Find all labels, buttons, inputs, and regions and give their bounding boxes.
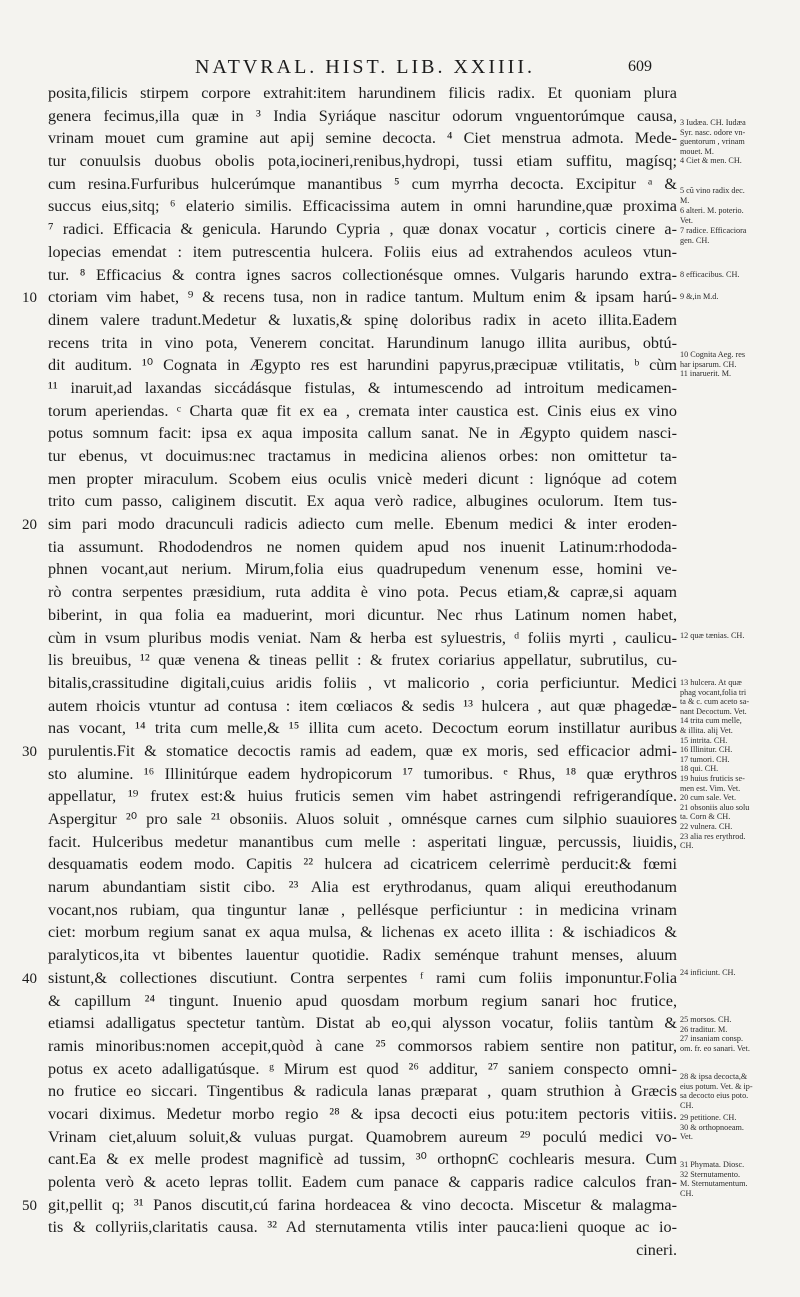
line-number: 40: [22, 970, 37, 987]
line-text: vocari diximus. Medetur morbo regio ²⁸ & ipsa decocti eius potu:item pectoris vitiis.: [48, 1104, 677, 1123]
text-line: [22, 1171, 677, 1194]
line-text: paralyticos,ita vt bibentes lauentur quotidie. Radix seménque trahunt menses, aluum: [48, 946, 677, 965]
text-line: [22, 490, 677, 513]
text-line: [22, 127, 677, 150]
marginal-notes-column: [680, 0, 798, 1297]
margin-note: 8 efficacibus. CH.: [680, 270, 740, 279]
line-text: rò contra serpentes præsidium, ruta addita è vino pota. Pecus etiam,& capræ,si aquam: [48, 583, 677, 602]
text-line: [22, 82, 677, 105]
text-line: [22, 1148, 677, 1171]
line-number: 50: [22, 1197, 37, 1214]
margin-note: 3 Iudæa. CH. Iudæa Syr. nasc. odore vn- guentorum , vrinam mouet. M.: [680, 118, 746, 156]
line-text: purulentis.Fit & stomatice decoctis ramis ad eadem, quæ ex moris, sed efficacior admi-: [48, 741, 677, 760]
margin-note: 31 Phymata. Diosc. 32 Sternutamento. M. Sternutamentum. CH.: [680, 1160, 748, 1198]
line-number: 10: [22, 290, 37, 307]
line-text: appellatur, ¹⁹ frutex est:& huius fruticis semen vim habet astringendi refrigerandíque.: [48, 787, 677, 806]
line-text: vocant,nos rubiam, qua tinguntur lanæ , pellésque perficiuntur : in medicina vrinam: [48, 900, 677, 919]
line-text: tur ebenus, vt docuimus:nec tractamus in medicina alienos orbes: non omittetur ta-: [48, 447, 677, 465]
text-line: [22, 1103, 677, 1126]
text-line: [22, 445, 677, 468]
text-line: [22, 286, 677, 309]
line-text: lis breuibus, ¹² quæ venena & tineas pellit : & frutex coriarius appellatur, subrutilus, cu-: [48, 651, 677, 670]
line-text: autem rhoicis vtuntur ad contusa : item cœliacos & sedis ¹³ hulcera , aut quæ phagedæ-: [48, 696, 677, 715]
text-line: [22, 513, 677, 536]
line-text: tur conuulsis duobus obolis pota,iocineri,renibus,hydropi, tussi etiam suffitu, magísq;: [48, 152, 677, 171]
line-text: cineri.: [636, 1241, 677, 1260]
line-text: ⁷ radici. Efficacia & genicula. Harundo Cypria , quæ donax vocatur , corticis cinere a-: [48, 220, 677, 239]
line-number: 30: [22, 743, 37, 760]
text-line: [22, 740, 677, 763]
text-line: [22, 1216, 677, 1239]
line-text: Aspergitur ²⁰ pro sale ²¹ obsoniis. Aluos soluit , omnésque carnes cum silphio suauiores: [48, 810, 677, 828]
text-line: [22, 990, 677, 1013]
margin-note: 4 Ciet & men. CH.: [680, 156, 742, 165]
line-text: Vrinam ciet,aluum soluit,& vuluas purgat. Quamobrem aureum ²⁹ poculú medici vo-: [48, 1127, 677, 1146]
line-text: bitalis,crassitudine digitali,cuius aridis foliis , vt malicorio , coria perficiuntur. Medici: [48, 673, 677, 692]
line-text: git,pellit q; ³¹ Panos discutit,cú farina hordeacea & vino decocta. Miscetur & malagma-: [48, 1195, 677, 1214]
text-line: [22, 921, 677, 944]
text-line: [22, 785, 677, 808]
text-line: [22, 967, 677, 990]
page-number: 609: [628, 58, 652, 75]
line-text: sistunt,& collectiones discutiunt. Contra serpentes ᶠ rami cum foliis imponuntur.Folia: [48, 968, 677, 987]
text-line: [22, 1012, 677, 1035]
line-text: lopecias emendat : item putrescentia hulcera. Foliis eius ad extrahendos aculeos vtun-: [48, 242, 677, 261]
line-text: phnen vocant,aut nerium. Mirum,folia eius quadrupedum venenum esse, homini ve-: [48, 560, 677, 579]
main-text-column: [22, 82, 677, 1262]
margin-note: 6 alteri. M. poterio. Vet.: [680, 206, 744, 225]
text-line: [22, 717, 677, 740]
text-line: [22, 1194, 677, 1217]
text-line: [22, 332, 677, 355]
text-line: [22, 377, 677, 400]
line-text: desquamatis eodem modo. Capitis ²² hulcera ad cicatricem celerrimè perducit:& fœmi: [48, 855, 677, 874]
text-line: [22, 468, 677, 491]
line-number: 20: [22, 517, 37, 534]
line-text: cum resina.Furfuribus hulcerúmque manantibus ⁵ cum myrrha decocta. Excipitur ᵃ &: [48, 174, 677, 193]
line-text: & capillum ²⁴ tingunt. Inuenio apud quosdam morbum regium sanari hoc frutice,: [48, 991, 677, 1010]
text-line: [22, 831, 677, 854]
text-line: [22, 1239, 677, 1262]
margin-note: 29 petitione. CH. 30 & orthopnoeam. Vet.: [680, 1113, 744, 1142]
text-line: [22, 627, 677, 650]
line-text: tis & collyriis,claritatis causa. ³² Ad sternutamenta vtilis inter pauca:lieni quoque ac io-: [48, 1218, 677, 1237]
line-text: tur. ⁸ Efficacius & contra ignes sacros collectionésque omnes. Vulgaris harundo extra-: [48, 265, 677, 284]
line-text: no frutice eo siccari. Tingentibus & radicula lanas præparat , quam struthion à Græcis: [48, 1082, 677, 1101]
margin-note: 12 quæ tænias. CH.: [680, 631, 745, 640]
line-text: ctoriam vim habet, ⁹ & recens tusa, non in radice tantum. Multum enim & ipsam harú-: [48, 288, 677, 307]
text-line: [22, 150, 677, 173]
line-text: sto alumine. ¹⁶ Illinitúrque eadem hydropicorum ¹⁷ tumoribus. ᵉ Rhus, ¹⁸ quæ erythros: [48, 764, 677, 783]
line-text: recens trita in vino pota, Venerem concitat. Harundinum lanugo illita auribus, obtú-: [48, 333, 677, 352]
line-text: facit. Hulceribus medetur manantibus cum melle : asperitati linguæ, percussis, liuidis,: [48, 832, 677, 851]
text-line: [22, 536, 677, 559]
text-line: [22, 1035, 677, 1058]
text-line: [22, 649, 677, 672]
line-text: ¹¹ inaruit,ad laxandas siccádásque fistulas, & intumescendo ad introitum medicamen-: [48, 378, 677, 397]
line-text: polenta verò & aceto lepras tollit. Eadem cum panace & capparis radice calculos fran-: [48, 1173, 677, 1191]
line-text: ciet: morbum regium sanat ex aqua mulsa, & lichenas ex aceto illita : & ischiadicos &: [48, 923, 677, 942]
line-text: trito cum passo, caliginem discutit. Ex aqua verò radice, albugines oculorum. Item tus-: [48, 492, 677, 511]
line-text: tia assumunt. Rhododendros ne nomen quidem apud nos inuenit Latinum:rhododa-: [48, 537, 677, 556]
line-text: posita,filicis stirpem corpore extrahit:item harundinem filicis radix. Et quoniam plura: [48, 84, 677, 102]
text-line: [22, 354, 677, 377]
text-line: [22, 604, 677, 627]
text-line: [22, 763, 677, 786]
text-line: [22, 1080, 677, 1103]
text-line: [22, 1058, 677, 1081]
text-line: [22, 1126, 677, 1149]
line-text: torum aperiendas. ᶜ Charta quæ fit ex ea , cremata inter caustica est. Cinis eius ex vino: [48, 401, 677, 420]
line-text: potus somnum facit: ipsa ex aqua imposita callum sanat. Ne in Ægypto quidem nasci-: [48, 424, 677, 443]
margin-note: 7 radice. Efficaciora gen. CH.: [680, 226, 747, 245]
line-text: narum abundantiam sistit cibo. ²³ Alia est erythrodanus, quam aliqui ereuthodanum: [48, 878, 677, 897]
margin-note: 5 cũ vino radix dec. M.: [680, 186, 745, 205]
line-text: men propter miraculum. Scobem eius oculis vnicè mederi dicunt : lignóque ad cotem: [48, 469, 677, 488]
line-text: dit auditum. ¹⁰ Cognata in Ægypto res est harundini papyrus,præcipuæ vtilitatis, ᵇ cùm: [48, 356, 677, 375]
running-title: NATVRAL. HIST. LIB. XXIIII.: [194, 56, 536, 78]
text-line: [22, 105, 677, 128]
text-line: [22, 195, 677, 218]
line-text: nas vocant, ¹⁴ trita cum melle,& ¹⁵ illita cum aceto. Decoctum eorum instillatur auribus: [48, 719, 677, 738]
text-line: [22, 309, 677, 332]
text-line: [22, 876, 677, 899]
margin-note: 13 hulcera. At quæ phag vocant,folia tri ta & c. cum aceto sa- nant Decoctum. Vet. 14 trita cum melle, & illita. aliį Vet. 15 intrita. CH. 16 Illinitur. CH. 17 tumori. CH. 18 qui. CH. 19 huius fruticis se- men est. Vim. Vet. 20 cum sale. Vet. 21 obsoniis aluo solu ta. Corn & CH. 22 vulnera. CH. 23 alia res erythrod. CH.: [680, 678, 750, 851]
margin-note: 25 morsos. CH. 26 traditur. M. 27 insaniam consp. om. fr. eo sanari. Vet.: [680, 1015, 750, 1053]
margin-note: 28 & ipsa decocta,& eius potum. Vet. & ip- sa decocto eius poto. CH.: [680, 1072, 753, 1110]
line-text: cant.Ea & ex melle prodest magnificè ad tussim, ³⁰ orthopnϾ cochlearis mesura. Cum: [48, 1150, 677, 1169]
text-line: [22, 853, 677, 876]
text-line: [22, 581, 677, 604]
text-line: [22, 899, 677, 922]
line-text: succus eius,sitq; ⁶ elaterio similis. Efficacissima autem in omni harundine,quæ proxima: [48, 197, 677, 216]
line-text: biberint, in qua folia ea maduerint, mori dicuntur. Nec rhus Latinum nomen habet,: [48, 605, 677, 624]
line-text: ramis minoribus:nomen accepit,quòd à cane ²⁵ commorsos rabiem sentire non patitur,: [48, 1036, 677, 1055]
text-line: [22, 218, 677, 241]
text-line: [22, 241, 677, 264]
margin-note: 9 &,in M.d.: [680, 292, 719, 301]
margin-note: 24 inficiunt. CH.: [680, 968, 736, 977]
text-line: [22, 695, 677, 718]
text-line: [22, 672, 677, 695]
text-line: [22, 400, 677, 423]
text-line: [22, 422, 677, 445]
line-text: etiamsi adalligatus spectetur tantùm. Distat ab eo,qui alysson vocatur, foliis tantùm &: [48, 1014, 677, 1033]
text-line: [22, 808, 677, 831]
text-line: [22, 558, 677, 581]
line-text: cùm in vsum pluribus modis veniat. Nam & herba est syluestris, ᵈ foliis myrti , caulicu-: [48, 628, 677, 647]
line-text: potus ex aceto adalligatúsque. ᵍ Mirum est quod ²⁶ additur, ²⁷ saniem conspecto omni-: [48, 1059, 677, 1078]
text-line: [22, 944, 677, 967]
text-line: [22, 173, 677, 196]
line-text: vrinam mouet cum gramine aut apij semine decocta. ⁴ Ciet menstrua admota. Mede-: [48, 129, 677, 148]
line-text: dinem valere tradunt.Medetur & luxatis,& spinę doloribus radix in aceto illita.Eadem: [48, 310, 677, 329]
line-text: sim pari modo dracunculi radicis adiecto cum melle. Ebenum medici & inter eroden-: [48, 515, 677, 534]
line-text: genera fecimus,illa quæ in ³ India Syriáque nascitur odorum vnguentorúmque causa,: [48, 106, 677, 125]
text-line: [22, 264, 677, 287]
margin-note: 10 Cognita Aeg. res har ipsarum. CH. 11 inaruerit. M.: [680, 350, 746, 379]
